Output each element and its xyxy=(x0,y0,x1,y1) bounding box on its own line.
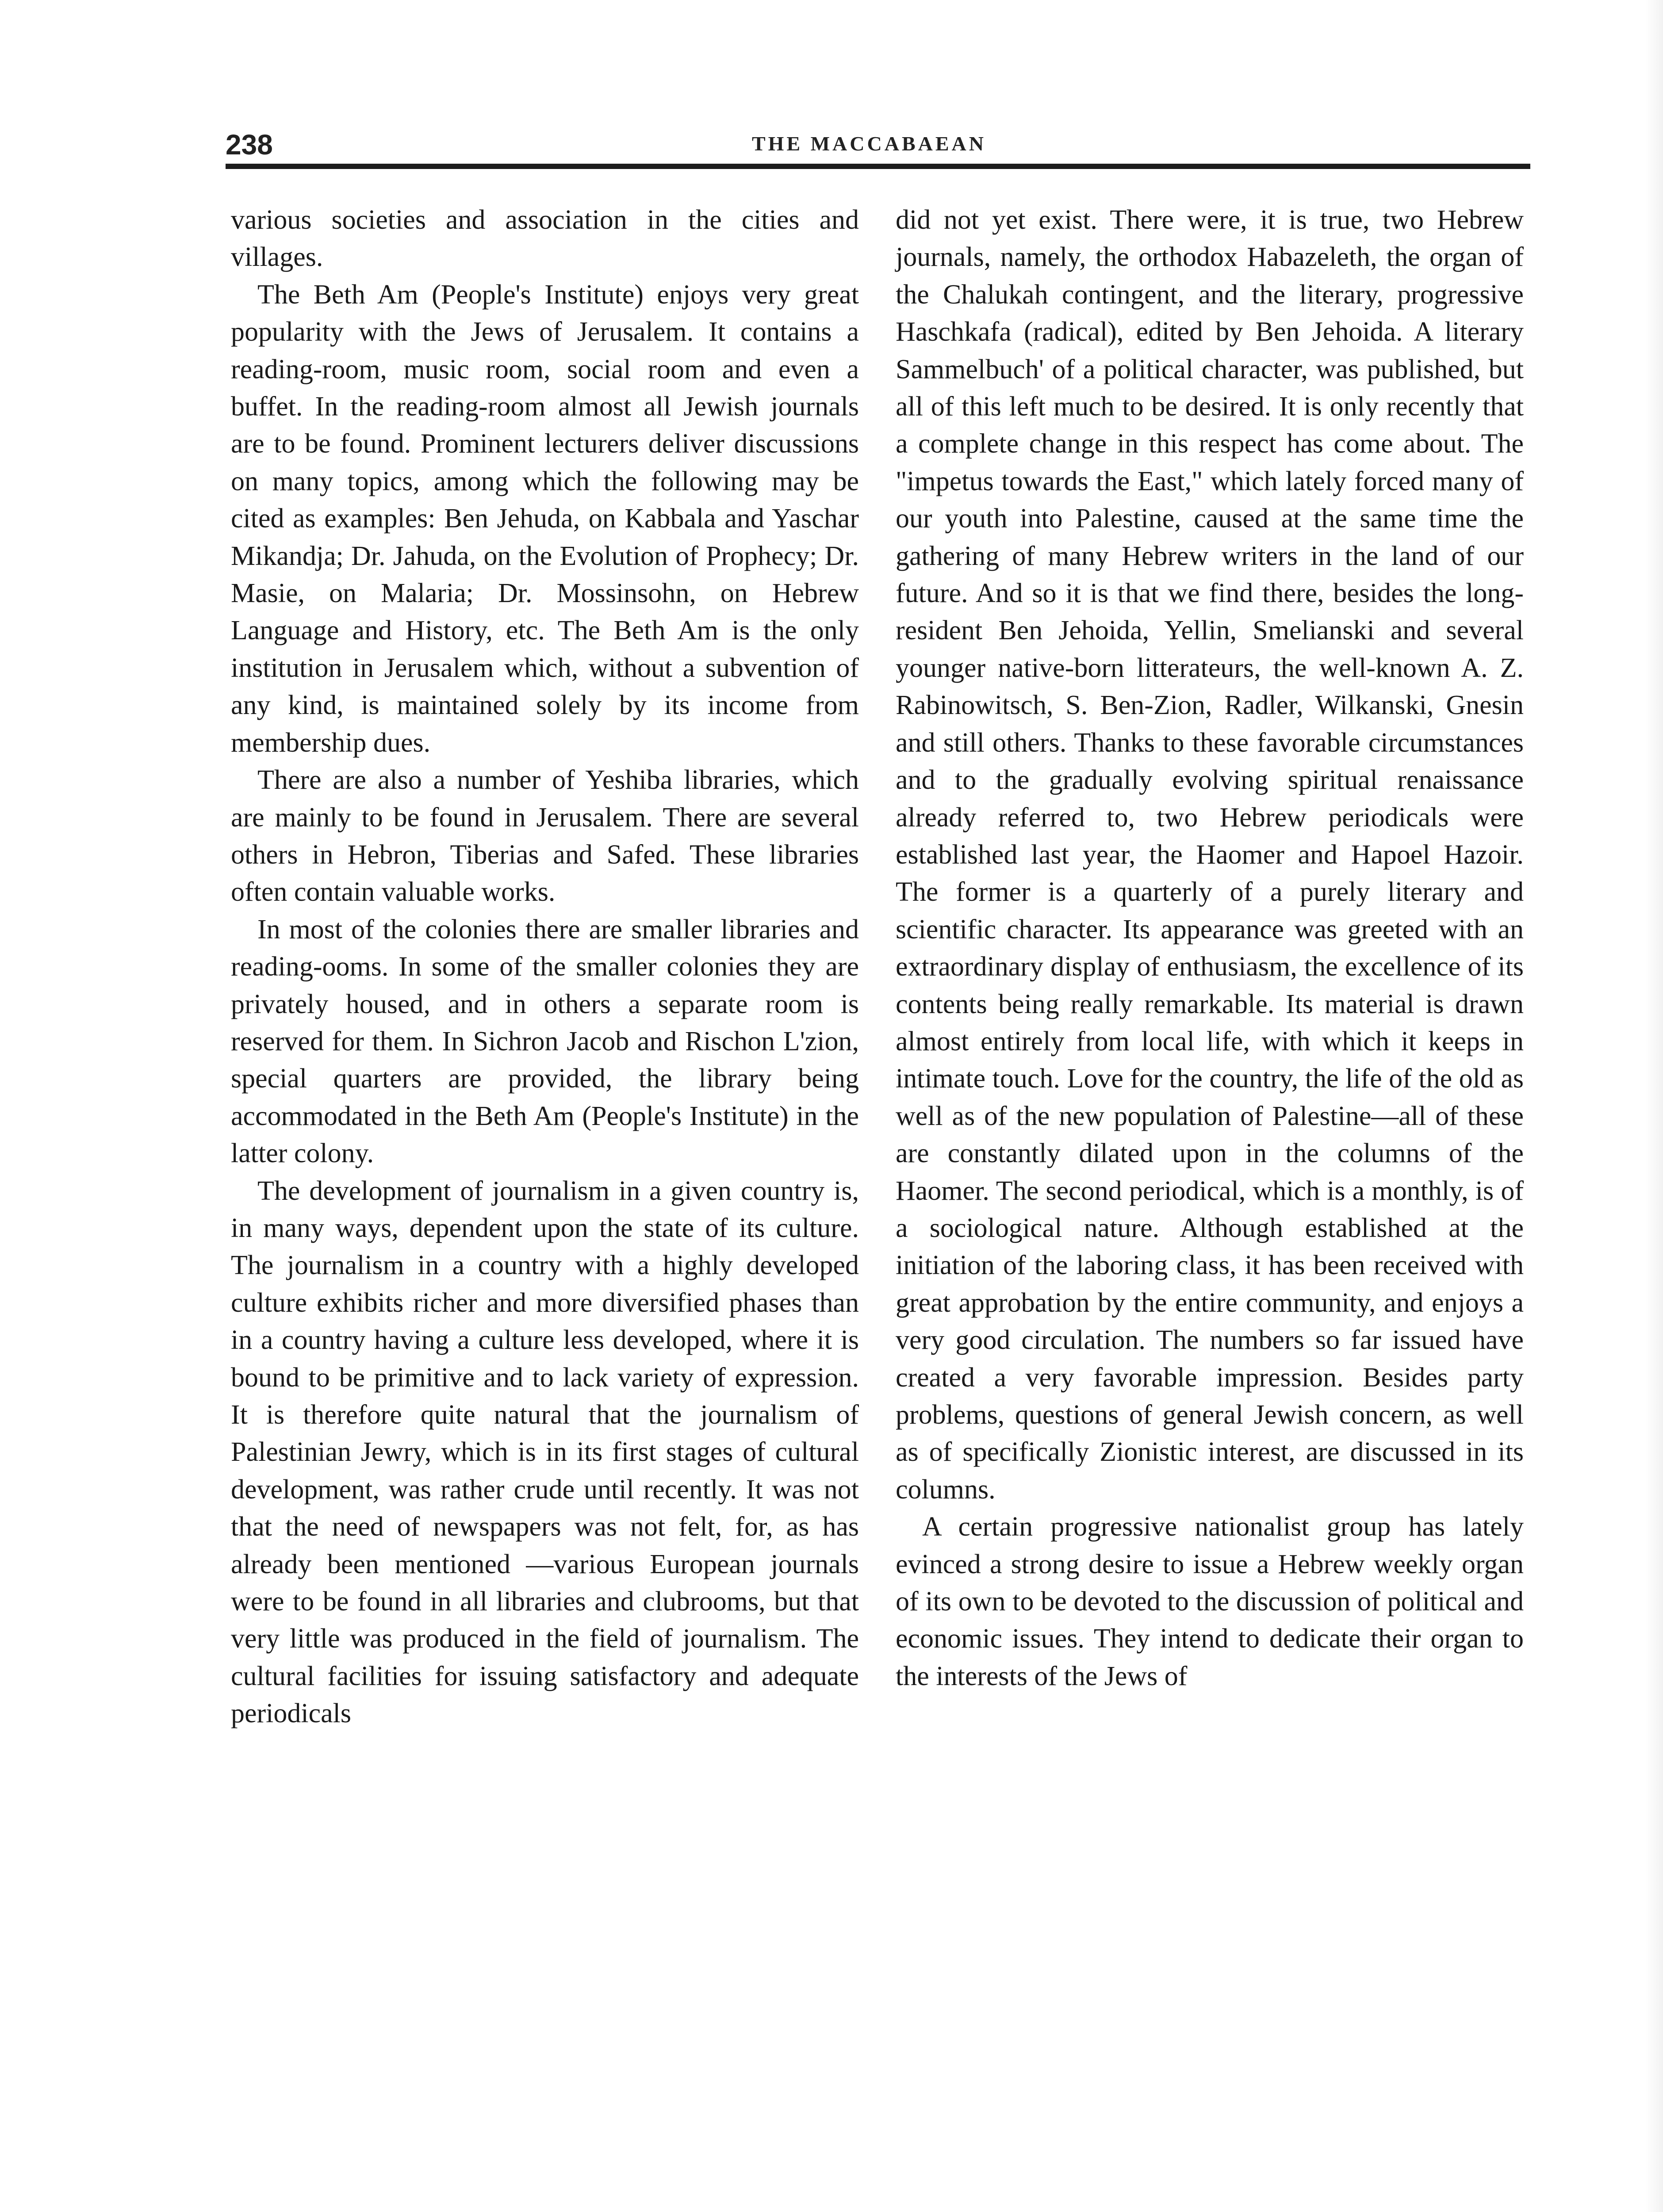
right-column xyxy=(896,201,1524,1695)
page-number: 238 xyxy=(226,129,273,161)
paragraph: In most of the colonies there are smaller libraries and reading-ooms. In some of the smaller colonies they are privately housed, and in others a separate room is reserved for them. In Sichron Jacob and Rischon L'zion, special quarters are provided, the library being accommodated in the Beth Am (People's Institute) in the latter colony. xyxy=(231,914,859,1169)
paragraph: did not yet exist. There were, it is true, two Hebrew journals, namely, the orthodox Habazeleth, the organ of the Chalukah contingent, and the literary, progressive Haschkafa (radical), edited by Ben Jehoida. A literary Sammelbuch' of a political character, was published, but all of this left much to be desired. It is only recently that a complete change in this respect has come about. The "impetus towards the East," which lately forced many of our youth into Palestine, caused at the same time the gathering of many Hebrew writers in the land of our future. And so it is that we find there, besides the long-resident Ben Jehoida, Yellin, Smelianski and several younger native-born litterateurs, the well-known A. Z. Rabinowitsch, S. Ben-Zion, Radler, Wilkanski, Gnesin and still others. Thanks to these favorable circumstances and to the gradually evolving spiritual renaissance already referred to, two Hebrew periodicals were established last year, the Haomer and Hapoel Hazoir. The former is a quarterly of a purely literary and scientific character. Its appearance was greeted with an extraordinary display of enthusiasm, the excellence of its contents being really remarkable. Its material is drawn almost entirely from local life, with which it keeps in intimate touch. Love for the country, the life of the old as well as of the new population of Palestine—all of these are constantly dilated upon in the columns of the Haomer. The second periodical, which is a monthly, is of a sociological nature. Although established at the initiation of the laboring class, it has been received with great approbation by the entire community, and enjoys a very good circulation. The numbers so far issued have created a very favorable impression. Besides party problems, questions of general Jewish concern, as well as of specifically Zionistic interest, are discussed in its columns. xyxy=(896,205,1524,1505)
left-column xyxy=(231,201,859,1732)
paragraph: There are also a number of Yeshiba libraries, which are mainly to be found in Jerusalem. There are several others in Hebron, Tiberias and Safed. These libraries often contain valuable works. xyxy=(231,765,859,907)
scan-edge xyxy=(1645,0,1663,2212)
paragraph: A certain progressive nationalist group has lately evinced a strong desire to issue a Hebrew weekly organ of its own to be devoted to the discussion of political and economic issues. They intend to dedicate their organ to the interests of the Jews of xyxy=(896,1512,1524,1691)
paragraph: various societies and association in the cities and villages. xyxy=(231,205,859,273)
running-head: THE MACCABAEAN xyxy=(752,132,986,155)
paragraph: The development of journalism in a given country is, in many ways, dependent upon the state of its culture. The journalism in a country with a highly developed culture exhibits richer and more diversified phases than in a country having a culture less developed, where it is bound to be primitive and to lack variety of expression. It is therefore quite natural that the journalism of Palestinian Jewry, which is in its first stages of cultural development, was rather crude until recently. It was not that the need of newspapers was not felt, for, as has already been mentioned —various European journals were to be found in all libraries and clubrooms, but that very little was produced in the field of journalism. The cultural facilities for issuing satisfactory and adequate periodicals xyxy=(231,1175,859,1729)
header-rule xyxy=(226,164,1530,169)
paragraph: The Beth Am (People's Institute) enjoys very great popularity with the Jews of Jerusalem. It contains a reading-room, music room, social room and even a buffet. In the reading-room almost all Jewish journals are to be found. Prominent lecturers deliver discussions on many topics, among which the following may be cited as examples: Ben Jehuda, on Kabbala and Yaschar Mikandja; Dr. Jahuda, on the Evolution of Prophecy; Dr. Masie, on Malaria; Dr. Mossinsohn, on Hebrew Language and History, etc. The Beth Am is the only institution in Jerusalem which, without a subvention of any kind, is maintained solely by its income from membership dues. xyxy=(231,279,859,758)
